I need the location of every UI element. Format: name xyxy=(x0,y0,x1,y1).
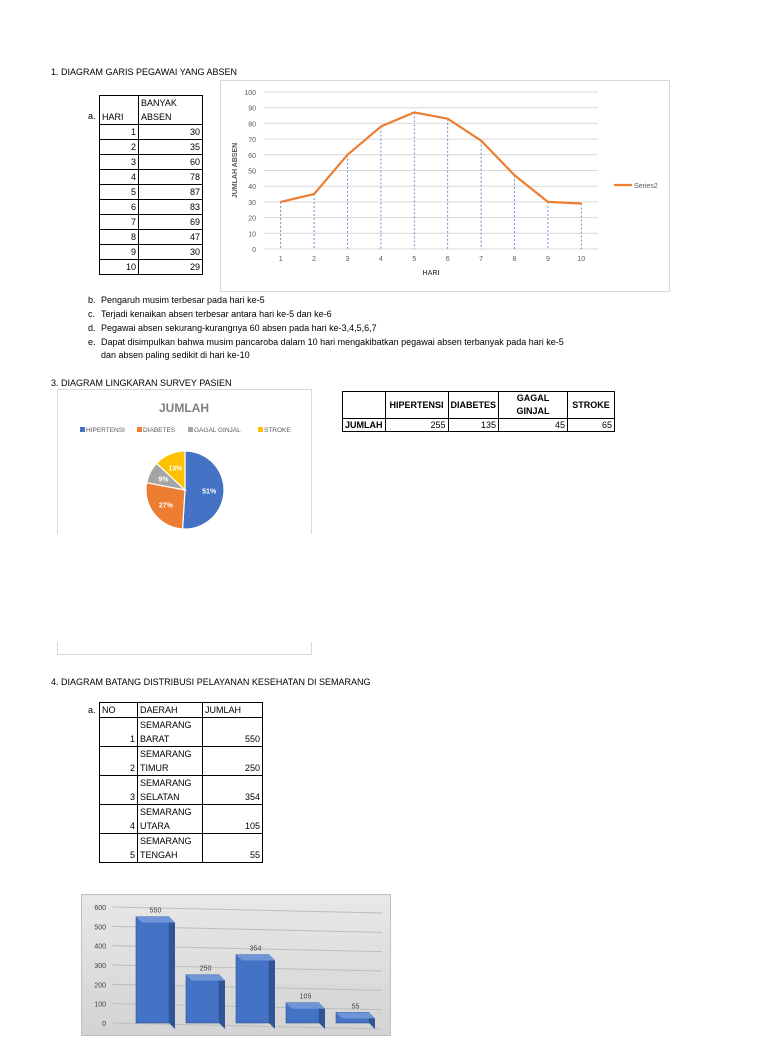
daerah-cell xyxy=(138,776,203,805)
point-text: Dapat disimpulkan bahwa musim pancaroba dalam 10 hari mengakibatkan pegawai absen terbanyak pada hari ke-5 xyxy=(101,337,564,347)
bar-side xyxy=(169,917,175,1029)
legend-label: HIPERTENSI xyxy=(86,427,125,434)
y-tick-label: 80 xyxy=(248,121,256,129)
section4-marker-a: a. xyxy=(88,705,96,715)
daerah-line1: SEMARANG xyxy=(140,778,192,788)
hari-cell: 5 xyxy=(100,185,139,200)
absen-table-row xyxy=(100,230,203,245)
y-tick-label: 0 xyxy=(252,247,256,254)
point-e-line2: dan absen paling sedikit di hari ke-10 xyxy=(101,350,250,360)
daerah-cell xyxy=(138,805,203,834)
daerah-table-row xyxy=(100,718,263,747)
absen-table-row xyxy=(100,155,203,170)
daerah-table-row xyxy=(100,776,263,805)
x-tick-label: 9 xyxy=(545,256,550,263)
absen-cell: 29 xyxy=(139,260,203,275)
data-point xyxy=(380,126,382,128)
x-axis-label: HARI xyxy=(422,270,440,277)
y-tick-label: 50 xyxy=(248,168,256,176)
absen-cell: 47 xyxy=(139,230,203,245)
data-point xyxy=(547,201,549,203)
daerah-cell xyxy=(138,747,203,776)
hari-cell: 4 xyxy=(100,170,139,185)
no-cell: 4 xyxy=(100,805,138,834)
jumlah-cell: 354 xyxy=(203,776,263,805)
bar-top xyxy=(286,1003,325,1009)
survey-value-stroke: 65 xyxy=(568,419,615,432)
bar-value-label: 55 xyxy=(351,1003,360,1011)
y-tick-label: 70 xyxy=(248,137,256,145)
data-point xyxy=(413,112,415,114)
pie-chart-box-gap xyxy=(56,534,312,642)
absen-table-row xyxy=(100,260,203,275)
survey-header-diabetes: DIABETES xyxy=(448,392,499,419)
survey-header-blank xyxy=(343,392,386,419)
bar-value-label: 550 xyxy=(149,907,162,915)
series-line xyxy=(281,112,582,203)
slice-label: 51% xyxy=(202,488,217,496)
data-point xyxy=(514,174,516,176)
jumlah-cell: 105 xyxy=(203,805,263,834)
y-axis-label: JUMLAH ABSEN xyxy=(232,142,239,199)
hari-cell: 1 xyxy=(100,125,139,140)
point-marker: e. xyxy=(88,337,96,347)
section3-heading: 3. DIAGRAM LINGKARAN SURVEY PASIEN xyxy=(51,378,232,388)
hari-cell: 6 xyxy=(100,200,139,215)
hari-cell: 3 xyxy=(100,155,139,170)
data-point xyxy=(480,140,482,142)
point-text: Pengaruh musim terbesar pada hari ke-5 xyxy=(101,295,265,305)
absen-table-header xyxy=(100,96,203,125)
x-tick-label: 7 xyxy=(479,256,484,263)
y-tick-label: 20 xyxy=(248,215,256,223)
hari-cell: 9 xyxy=(100,245,139,260)
y-tick-label: 100 xyxy=(244,90,256,97)
absen-cell: 83 xyxy=(139,200,203,215)
absen-table-row xyxy=(100,170,203,185)
absen-table-row xyxy=(100,245,203,260)
bar xyxy=(186,975,219,1023)
daerah-line1: SEMARANG xyxy=(140,720,192,730)
bar xyxy=(236,955,269,1023)
absen-table-row xyxy=(100,140,203,155)
hari-cell: 8 xyxy=(100,230,139,245)
legend-label: STROKE xyxy=(264,427,291,434)
daerah-table-row xyxy=(100,805,263,834)
data-point xyxy=(280,201,282,203)
hari-cell: 2 xyxy=(100,140,139,155)
daerah-cell xyxy=(138,718,203,747)
absen-table xyxy=(99,95,203,275)
y-tick-label: 300 xyxy=(94,963,106,970)
survey-table-header xyxy=(343,392,615,419)
bar-value-label: 105 xyxy=(299,993,312,1001)
x-tick-label: 5 xyxy=(412,256,417,263)
bar-value-label: 354 xyxy=(249,945,262,953)
survey-header-stroke: STROKE xyxy=(568,392,615,419)
survey-header-gagal-line1: GAGAL xyxy=(516,393,550,403)
header-jumlah: JUMLAH xyxy=(203,703,263,718)
daerah-table-header xyxy=(100,703,263,718)
survey-value-gagal-ginjal: 45 xyxy=(499,419,568,432)
slice-label: 9% xyxy=(158,476,169,484)
bar-top xyxy=(336,1012,375,1018)
y-tick-label: 600 xyxy=(94,905,106,912)
x-tick-label: 1 xyxy=(278,256,283,263)
jumlah-cell: 550 xyxy=(203,718,263,747)
header-no: NO xyxy=(100,703,138,718)
section1-marker-a: a. xyxy=(88,111,96,121)
header-hari: HARI xyxy=(100,96,139,125)
header-absen-line1: BANYAK xyxy=(141,98,177,108)
absen-table-row xyxy=(100,125,203,140)
absen-cell: 60 xyxy=(139,155,203,170)
section4-heading: 4. DIAGRAM BATANG DISTRIBUSI PELAYANAN KESEHATAN DI SEMARANG xyxy=(51,677,371,687)
legend-swatch xyxy=(258,427,263,432)
survey-table xyxy=(342,391,615,432)
hari-cell: 7 xyxy=(100,215,139,230)
y-tick-label: 90 xyxy=(248,105,256,113)
y-tick-label: 0 xyxy=(102,1021,106,1028)
survey-header-hipertensi: HIPERTENSI xyxy=(385,392,448,419)
absen-cell: 30 xyxy=(139,245,203,260)
no-cell: 5 xyxy=(100,834,138,863)
daerah-line2: TENGAH xyxy=(140,850,178,860)
data-point xyxy=(347,154,349,156)
daerah-table-row xyxy=(100,834,263,863)
bar-value-label: 250 xyxy=(199,965,212,973)
jumlah-cell: 55 xyxy=(203,834,263,863)
daerah-line2: UTARA xyxy=(140,821,170,831)
point-text: Terjadi kenaikan absen terbesar antara hari ke-5 dan ke-6 xyxy=(101,309,332,319)
header-banyak-absen xyxy=(139,96,203,125)
y-tick-label: 40 xyxy=(248,184,256,192)
legend-swatch xyxy=(137,427,142,432)
daerah-line2: BARAT xyxy=(140,734,170,744)
x-tick-label: 3 xyxy=(345,256,350,263)
y-tick-label: 10 xyxy=(248,231,256,239)
data-point xyxy=(447,118,449,120)
absen-cell: 87 xyxy=(139,185,203,200)
x-tick-label: 4 xyxy=(378,256,383,263)
y-tick-label: 30 xyxy=(248,199,256,207)
daerah-cell xyxy=(138,834,203,863)
x-tick-label: 6 xyxy=(445,256,450,263)
hari-cell: 10 xyxy=(100,260,139,275)
bar-top xyxy=(186,975,225,981)
survey-header-gagal-ginjal xyxy=(499,392,568,419)
legend-label: Series2 xyxy=(634,183,658,190)
no-cell: 1 xyxy=(100,718,138,747)
line-chart-box xyxy=(220,80,670,292)
x-tick-label: 2 xyxy=(312,256,317,263)
bar-top xyxy=(236,955,275,961)
header-daerah: DAERAH xyxy=(138,703,203,718)
absen-cell: 35 xyxy=(139,140,203,155)
absen-cell: 69 xyxy=(139,215,203,230)
legend-swatch xyxy=(80,427,85,432)
point-marker: d. xyxy=(88,323,96,333)
slice-label: 13% xyxy=(168,465,183,473)
daerah-table xyxy=(99,702,263,863)
pie-title: JUMLAH xyxy=(159,401,209,415)
no-cell: 3 xyxy=(100,776,138,805)
bar-top xyxy=(136,917,175,923)
bar-chart-box xyxy=(81,894,391,1036)
absen-table-row xyxy=(100,185,203,200)
point-marker: b. xyxy=(88,295,96,305)
survey-table-row xyxy=(343,419,615,432)
legend-swatch xyxy=(188,427,193,432)
bar-side xyxy=(269,955,275,1029)
bar-side xyxy=(219,975,225,1029)
daerah-line2: TIMUR xyxy=(140,763,169,773)
x-tick-label: 8 xyxy=(512,256,517,263)
daerah-line1: SEMARANG xyxy=(140,836,192,846)
daerah-table-row xyxy=(100,747,263,776)
pie-chart xyxy=(58,390,311,534)
data-point xyxy=(580,203,582,205)
survey-row-label: JUMLAH xyxy=(343,419,386,432)
section1-heading: 1. DIAGRAM GARIS PEGAWAI YANG ABSEN xyxy=(51,67,238,77)
line-chart xyxy=(221,81,669,291)
y-tick-label: 60 xyxy=(248,152,256,160)
data-point xyxy=(313,193,315,195)
survey-value-diabetes: 135 xyxy=(448,419,499,432)
absen-table-row xyxy=(100,215,203,230)
y-tick-label: 500 xyxy=(94,924,106,932)
absen-cell: 30 xyxy=(139,125,203,140)
legend-label: DIABETES xyxy=(143,427,176,434)
legend-label: GAGAL GINJAL xyxy=(194,427,241,434)
point-text: Pegawai absen sekurang-kurangnya 60 absen pada hari ke-3,4,5,6,7 xyxy=(101,323,377,333)
bar xyxy=(136,917,169,1023)
jumlah-cell: 250 xyxy=(203,747,263,776)
y-tick-label: 200 xyxy=(94,982,106,990)
y-tick-label: 400 xyxy=(94,943,106,951)
point-marker: c. xyxy=(88,309,96,319)
survey-header-gagal-line2: GINJAL xyxy=(516,406,550,416)
x-tick-label: 10 xyxy=(577,256,586,263)
no-cell: 2 xyxy=(100,747,138,776)
daerah-line2: SELATAN xyxy=(140,792,180,802)
daerah-line1: SEMARANG xyxy=(140,807,192,817)
absen-cell: 78 xyxy=(139,170,203,185)
slice-label: 27% xyxy=(158,502,173,510)
survey-value-hipertensi: 255 xyxy=(385,419,448,432)
header-absen-line2: ABSEN xyxy=(141,112,172,122)
absen-table-row xyxy=(100,200,203,215)
daerah-line1: SEMARANG xyxy=(140,749,192,759)
bar-chart xyxy=(82,895,390,1035)
y-tick-label: 100 xyxy=(94,1001,106,1009)
